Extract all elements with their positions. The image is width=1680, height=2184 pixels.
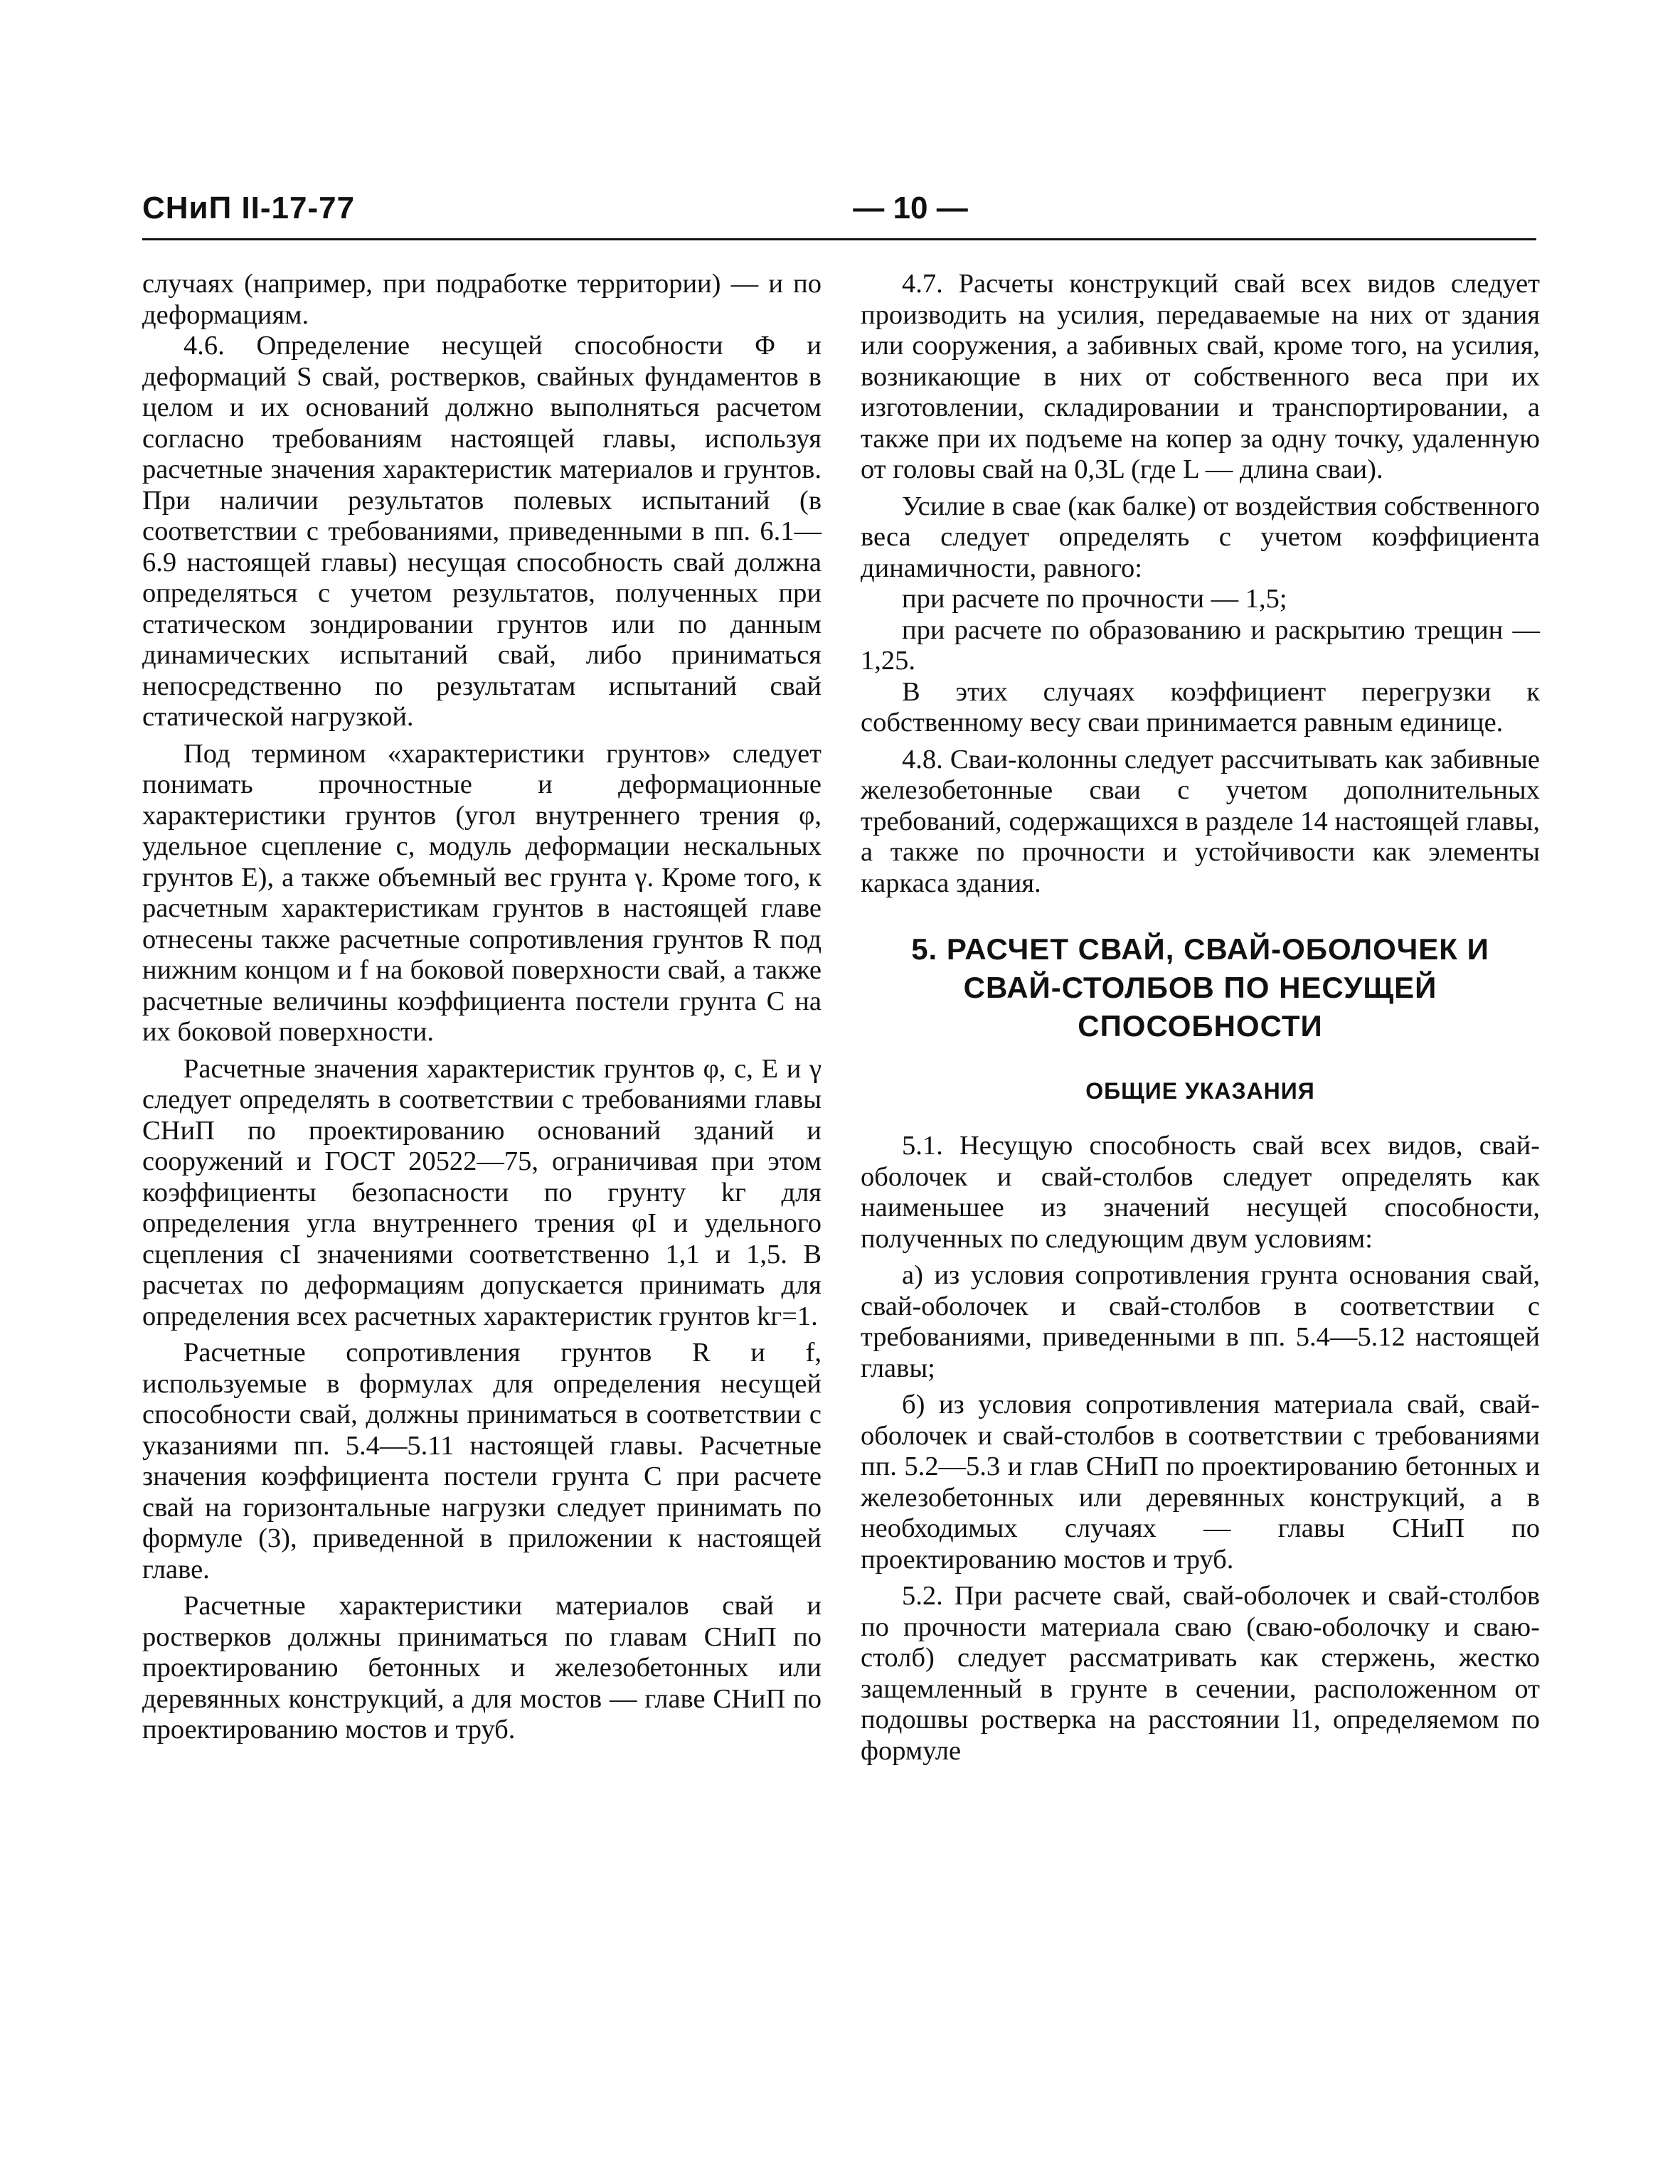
paragraph-crack-factor: при расчете по образованию и раскрытию трещин — 1,25. [861, 614, 1540, 676]
paragraph-strength-factor: при расчете по прочности — 1,5; [902, 584, 1287, 614]
paragraph-soil-terms: Под термином «характеристики грунтов» следует понимать прочностные и деформационные характеристики грунтов (угол внутреннего трения φ, удельное сцепление c, модуль деформации нескальных грунтов E), а также объемный вес грунта γ. Кроме того, к расчетным характеристикам грунтов в настоящей главе отнесены также расчетные сопротивления грунтов R под нижним концом и f на боковой поверхности свай, а также расчетные величины коэффициента постели грунта C на их боковой поверхности. [142, 738, 822, 1047]
paragraph-dynamic-load: Усилие в свае (как балке) от воздействия собственного веса следует определять с учетом коэффициента динамичности, равного: [861, 491, 1540, 583]
document-code: СНиП II-17-77 [142, 191, 356, 225]
paragraph-condition-a: а) из условия сопротивления грунта основания свай, свай-оболочек и свай-столбов в соответствии с требованиями, приведенными в пп. 5.4—5.12 настоящей главы; [861, 1260, 1540, 1383]
paragraph-4-7: 4.7. Расчеты конструкций свай всех видов следует производить на усилия, передаваемые на них от здания или сооружения, а забивных свай, кроме того, на усилия, возникающие в них от собственного веса при их изготовлении, складировании и транспортировании, а также при их подъеме на копер за одну точку, удаленную от головы свай на 0,3L (где L — длина сваи). [861, 269, 1540, 484]
section-title: 5. РАСЧЕТ СВАЙ, СВАЙ-ОБОЛОЧЕК И СВАЙ-СТОЛБОВ ПО НЕСУЩЕЙ СПОСОБНОСТИ [911, 932, 1489, 1043]
right-column [861, 269, 1540, 1767]
page-number: — 10 — [853, 191, 968, 225]
paragraph-overload-factor: В этих случаях коэффициент перегрузки к собственному весу сваи принимается равным единице. [861, 676, 1540, 737]
paragraph-soil-values: Расчетные значения характеристик грунтов φ, c, E и γ следует определять в соответствии с требованиями главы СНиП по проектированию оснований зданий и сооружений и ГОСТ 20522—75, ограничивая при этом коэффициенты безопасности по грунту kг для определения угла внутреннего трения φI и удельного сцепления cI значениями соответственно 1,1 и 1,5. В расчетах по деформациям допускается принимать для определения всех расчетных характеристик грунтов kг=1. [142, 1053, 822, 1331]
paragraph-4-6: 4.6. Определение несущей способности Φ и деформаций S свай, ростверков, свайных фундаментов в целом и их оснований должно выполняться расчетом согласно требованиям настоящей главы, используя расчетные значения характеристик материалов и грунтов. При наличии результатов полевых испытаний (в соответствии с требованиями, приведенными в пп. 6.1—6.9 настоящей главы) несущая способность свай должна определяться с учетом результатов, полученных при статическом зондировании грунтов или по данным динамических испытаний свай, либо приниматься непосредственно по результатам испытаний свай статической нагрузкой. [142, 331, 822, 732]
paragraph-5-1: 5.1. Несущую способность свай всех видов, свай-оболочек и свай-столбов следует определять как наименьшее из значений несущей способности, полученных по следующим двум условиям: [861, 1131, 1540, 1254]
paragraph-5-2: 5.2. При расчете свай, свай-оболочек и свай-столбов по прочности материала сваю (сваю-оболочку и сваю-столб) следует рассматривать как стержень, жестко защемленный в грунте в сечении, расположенном от подошвы ростверка на расстоянии l1, определяемом по формуле [861, 1581, 1540, 1766]
left-column [142, 269, 822, 1746]
paragraph-4-8: 4.8. Сваи-колонны следует рассчитывать как забивные железобетонные сваи с учетом дополнительных требований, содержащихся в разделе 14 настоящей главы, а также по прочности и устойчивости как элементы каркаса здания. [861, 744, 1540, 898]
subsection-title: ОБЩИЕ УКАЗАНИЯ [1085, 1078, 1315, 1104]
paragraph-continuation: случаях (например, при подработке территории) — и по деформациям. [142, 269, 822, 330]
page-header [142, 191, 1536, 240]
paragraph-condition-b: б) из условия сопротивления материала свай, свай-оболочек и свай-столбов в соответствии с требованиями пп. 5.2—5.3 и глав СНиП по проектированию бетонных и железобетонных или деревянных конструкций, а в необходимых случаях — главы СНиП по проектированию мостов и труб. [861, 1390, 1540, 1575]
paragraph-soil-resistance: Расчетные сопротивления грунтов R и f, используемые в формулах для определения несущей способности свай, должны приниматься в соответствии с указаниями пп. 5.4—5.11 настоящей главы. Расчетные значения коэффициента постели грунта C при расчете свай на горизонтальные нагрузки следует принимать по формуле (3), приведенной в приложении к настоящей главе. [142, 1338, 822, 1584]
paragraph-materials: Расчетные характеристики материалов свай и ростверков должны приниматься по главам СНиП по проектированию бетонных и железобетонных или деревянных конструкций, а для мостов — главе СНиП по проектированию мостов и труб. [142, 1591, 822, 1744]
header-rule [142, 238, 1536, 240]
